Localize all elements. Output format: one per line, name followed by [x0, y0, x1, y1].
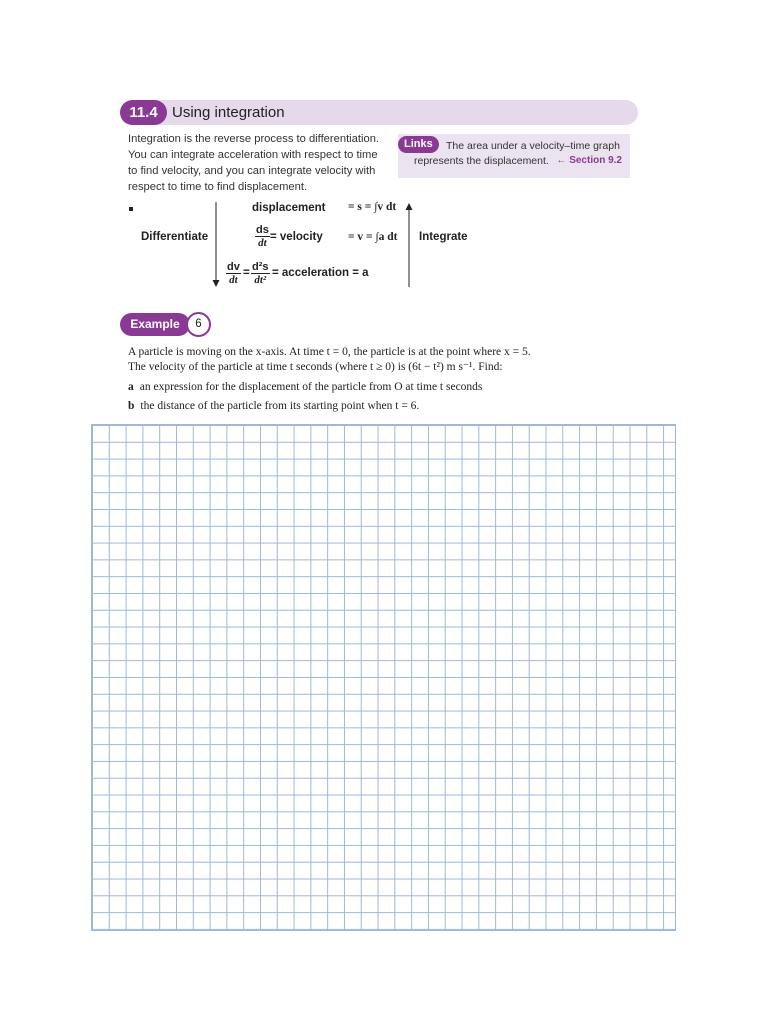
- velocity-label: = velocity: [270, 231, 323, 243]
- part-text: an expression for the displacement of the particle from O at time t seconds: [139, 381, 483, 393]
- links-label: Links: [398, 136, 439, 153]
- fraction-denominator: dt²: [254, 274, 267, 286]
- ds-dt-fraction: [255, 224, 270, 249]
- acceleration-label: = acceleration = a: [272, 267, 369, 279]
- question-part-a: [128, 381, 482, 393]
- displacement-label: displacement: [252, 202, 326, 214]
- fraction-numerator: d²s: [252, 261, 269, 273]
- example-line: The velocity of the particle at time t seconds (where t ≥ 0) is (6t − t²) m s⁻¹. Find:: [128, 361, 503, 373]
- example-banner: [120, 313, 210, 336]
- part-label: a: [128, 381, 134, 393]
- dv-dt-fraction: [226, 261, 241, 286]
- velocity-formula: = v = ∫a dt: [348, 231, 398, 243]
- intro-line: Integration is the reverse process to differentiation.: [128, 133, 380, 145]
- intro-line: You can integrate acceleration with respect to time: [128, 149, 378, 161]
- links-text-line2: represents the displacement.: [414, 155, 549, 167]
- integration-diagram: [0, 0, 768, 300]
- part-label: b: [128, 400, 135, 412]
- equals-sign: =: [243, 267, 250, 279]
- integrate-arrow-head: [406, 203, 413, 210]
- fraction-numerator: ds: [256, 224, 269, 236]
- example-label: Example: [120, 313, 190, 336]
- section-number: 11.4: [120, 100, 167, 125]
- fraction-denominator: dt: [229, 274, 238, 286]
- intro-line: respect to time to find displacement.: [128, 181, 308, 193]
- integrate-label: Integrate: [419, 231, 468, 243]
- section-title: Using integration: [172, 104, 285, 121]
- example-question: [128, 345, 668, 375]
- links-text-line1: The area under a velocity–time graph: [446, 140, 620, 152]
- part-text: the distance of the particle from its starting point when t = 6.: [140, 400, 420, 412]
- links-section-reference[interactable]: ← Section 9.2: [556, 155, 622, 166]
- intro-line: to find velocity, and you can integrate velocity with: [128, 165, 376, 177]
- example-line: A particle is moving on the x-axis. At time t = 0, the particle is at the point where x = 5.: [128, 346, 531, 358]
- fraction-numerator: dv: [227, 261, 240, 273]
- question-part-b: [128, 400, 419, 412]
- fraction-denominator: dt: [258, 237, 267, 249]
- displacement-formula: = s = ∫v dt: [348, 201, 397, 213]
- differentiate-arrow-head: [213, 280, 220, 287]
- example-number: 6: [186, 312, 211, 337]
- working-grid[interactable]: [91, 424, 676, 931]
- d2s-dt2-fraction: [251, 261, 270, 286]
- differentiate-label: Differentiate: [141, 231, 209, 243]
